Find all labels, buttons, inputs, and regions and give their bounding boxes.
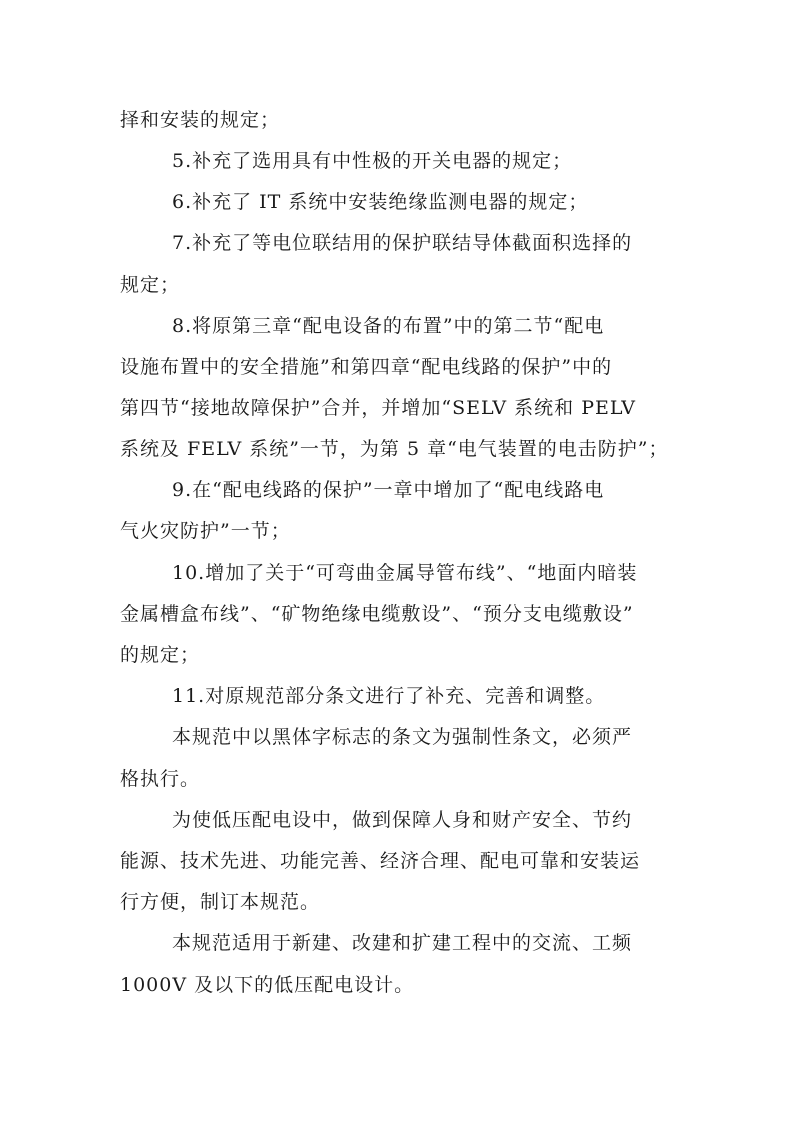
text-line: 为使低压配电设中，做到保障人身和财产安全、节约 (172, 809, 633, 831)
text-line: 格执行。 (120, 768, 201, 790)
text-line: 择和安装的规定； (120, 109, 281, 131)
text-line: 系统及 FELV 系统”一节，为第 5 章“电气装置的电击防护”； (120, 438, 669, 460)
text-line: 本规范中以黑体字标志的条文为强制性条文，必须严 (172, 726, 633, 748)
text-line: 的规定； (120, 644, 201, 666)
text-line: 第四节“接地故障保护”合并，并增加“SELV 系统和 PELV (120, 397, 636, 419)
text-line: 本规范适用于新建、改建和扩建工程中的交流、工频 (172, 932, 633, 954)
text-line: 1000V 及以下的低压配电设计。 (120, 974, 415, 996)
text-line: 金属槽盒布线”、“矿物绝缘电缆敷设”、“预分支电缆敷设” (120, 603, 634, 625)
text-line: 规定； (120, 274, 181, 296)
text-line: 9.在“配电线路的保护”一章中增加了“配电线路电 (172, 479, 605, 501)
text-line: 能源、技术先进、功能完善、经济合理、配电可靠和安装运 (120, 850, 641, 872)
text-line: 气火灾防护”一节； (120, 520, 291, 542)
text-line: 8.将原第三章“配电设备的布置”中的第二节“配电 (172, 315, 605, 337)
text-line: 6.补充了 IT 系统中安装绝缘监测电器的规定； (172, 191, 589, 213)
text-line: 7.补充了等电位联结用的保护联结导体截面积选择的 (172, 232, 633, 254)
text-line: 设施布置中的安全措施”和第四章“配电线路的保护”中的 (120, 356, 613, 378)
text-line: 11.对原规范部分条文进行了补充、完善和调整。 (172, 685, 606, 707)
text-line: 10.增加了关于“可弯曲金属导管布线”、“地面内暗装 (172, 562, 638, 584)
text-line: 行方便，制订本规范。 (120, 891, 321, 913)
text-line: 5.补充了选用具有中性极的开关电器的规定； (172, 150, 573, 172)
